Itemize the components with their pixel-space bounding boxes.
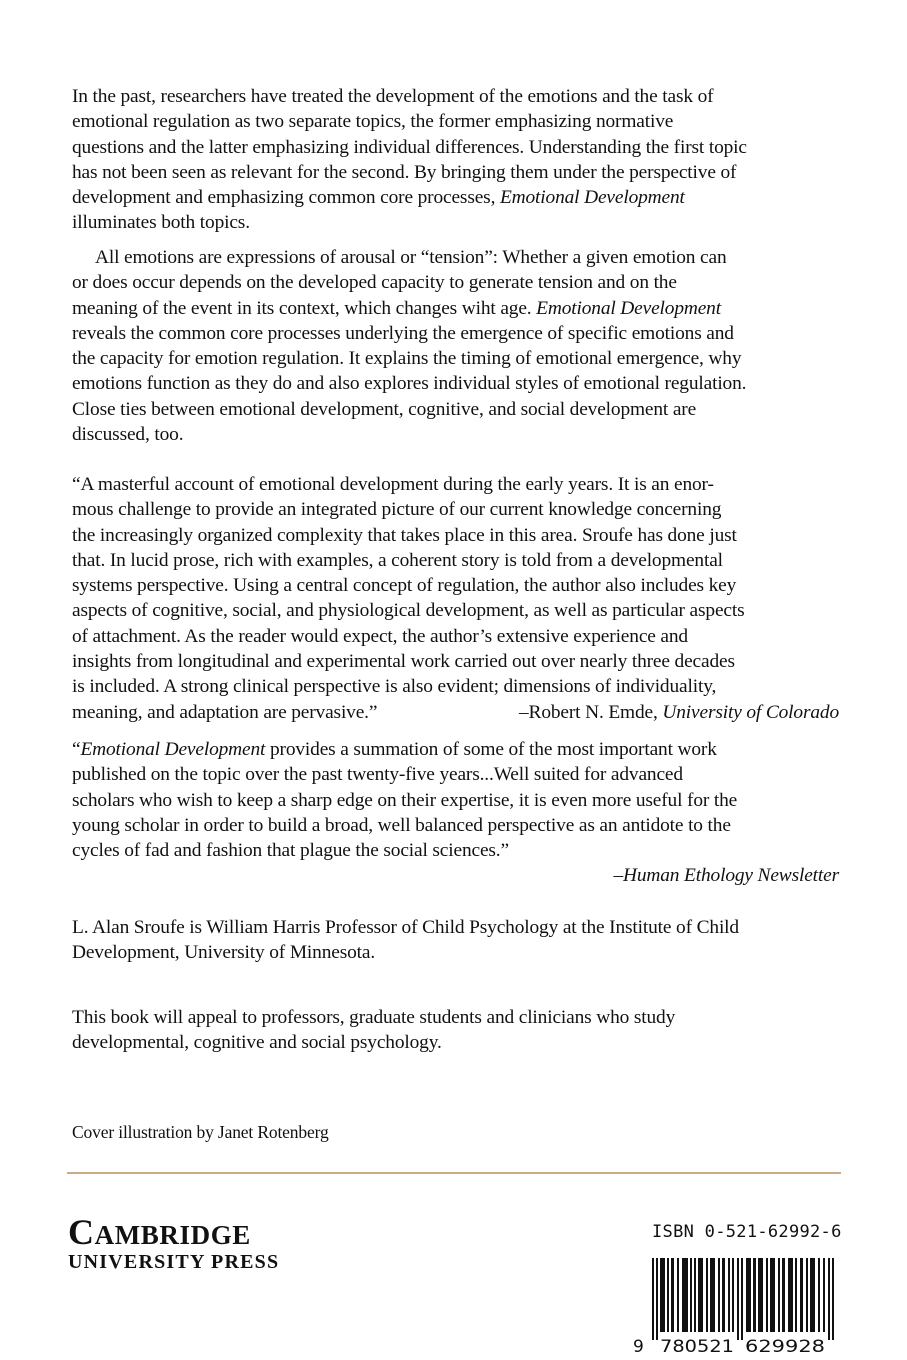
description-line: Close ties between emotional development, cognitive, and social development are [72,398,697,420]
publisher-logo [68,1212,280,1273]
book-title-italic: Emotional Development [499,187,685,209]
intro-line: questions and the latter emphasizing individual differences. Understanding the first topic [72,136,747,158]
description-line: reveals the common core processes underlying the emergence of specific emotions and [72,322,734,344]
barcode-lead-digit: 9 [633,1337,644,1354]
publisher-initial: C [68,1212,95,1252]
barcode-left-digits: 780521 [660,1337,734,1354]
description-line [72,296,847,321]
intro-line: In the past, researchers have treated the development of the emotions and the task of [72,86,714,107]
review-line: that. In lucid prose, rich with examples, a coherent story is told from a developmental [72,549,723,571]
intro-line [72,185,847,210]
description-line: discussed, too. [72,424,184,446]
review-text: meaning, and adaptation are pervasive.” [72,701,378,723]
review-newsletter [72,737,847,889]
review-attribution: –Human Ethology Newsletter [613,865,839,887]
publisher-name-rest: AMBRIDGE [94,1220,251,1250]
review-line: cycles of fad and fashion that plague the social sciences.” [72,840,509,862]
divider-rule [67,1172,841,1174]
intro-text: development and emphasizing common core processes, [72,187,500,209]
audience-line: developmental, cognitive and social psychology. [72,1032,442,1054]
description-line: emotions function as they do and also explores individual styles of emotional regulation. [72,373,747,395]
review-line: mous challenge to provide an integrated picture of our current knowledge concerning [72,499,722,521]
bio-line: L. Alan Sroufe is William Harris Professor of Child Psychology at the Institute of Child [72,917,739,938]
description-line: or does occur depends on the developed capacity to generate tension and on the [72,272,677,294]
description-line: the capacity for emotion regulation. It explains the timing of emotional emergence, why [72,348,742,370]
barcode-right-digits: 629928 [745,1337,825,1354]
author-bio [72,915,847,966]
barcode-icon [630,1258,850,1354]
review-line: insights from longitudinal and experimental work carried out over nearly three decades [72,651,735,673]
intro-line: illuminates both topics. [72,212,250,234]
intro-paragraph [72,84,847,236]
isbn-label: ISBN 0-521-62992-6 [652,1222,842,1242]
review-emde [72,472,847,725]
reviewer-name: –Robert N. Emde, [519,701,663,723]
publisher-name [68,1212,279,1252]
publisher-subline: UNIVERSITY PRESS [68,1251,280,1273]
review-line: young scholar in order to build a broad, well balanced perspective as an antidote to the [72,814,731,836]
intro-line: emotional regulation as two separate topics, the former emphasizing normative [72,111,674,133]
description-line: All emotions are expressions of arousal or “tension”: Whether a given emotion can [95,247,727,268]
illustration-credit [72,1120,847,1145]
review-line: the increasingly organized complexity that takes place in this area. Sroufe has done just [72,524,737,546]
review-line: “A masterful account of emotional development during the early years. It is an enor- [72,474,714,495]
review-line [72,737,847,762]
review-line: systems perspective. Using a central concept of regulation, the author also includes key [72,575,737,597]
book-title-italic: Emotional Development [80,739,266,760]
description-paragraph [72,245,847,447]
review-line: scholars who wish to keep a sharp edge on their expertise, it is even more useful for the [72,789,738,811]
review-line: published on the topic over the past twenty-five years...Well suited for advanced [72,764,683,786]
review-line: is included. A strong clinical perspective is also evident; dimensions of individuality, [72,676,717,698]
review-line: of attachment. As the reader would expect, the author’s extensive experience and [72,625,688,647]
credit-text: Cover illustration by Janet Rotenberg [72,1122,329,1142]
reviewer-affiliation: University of Colorado [662,701,839,723]
description-text: meaning of the event in its context, which changes wiht age. [72,297,537,319]
open-quote: “ [72,739,81,760]
bio-line: Development, University of Minnesota. [72,942,376,964]
intro-line: has not been seen as relevant for the second. By bringing them under the perspective of [72,161,737,183]
review-attribution [519,700,839,725]
book-title-italic: Emotional Development [536,297,721,319]
audience-statement [72,1005,847,1056]
audience-line: This book will appeal to professors, graduate students and clinicians who study [72,1007,676,1028]
review-text: provides a summation of some of the most important work [265,739,717,760]
review-last-line [72,700,847,725]
review-line: aspects of cognitive, social, and physiological development, as well as particular aspects [72,600,745,622]
